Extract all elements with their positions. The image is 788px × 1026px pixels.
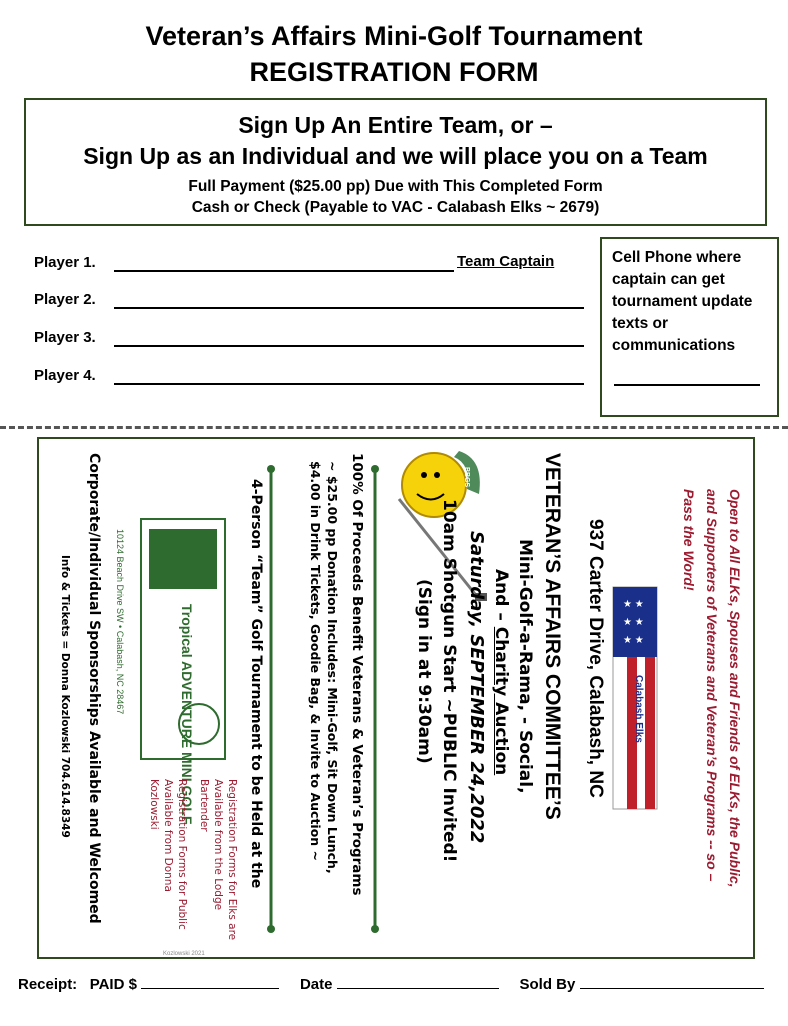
svg-text:★ ★: ★ ★	[623, 617, 644, 628]
payment-text: Full Payment ($25.00 pp) Due with This Completed Form	[188, 178, 603, 195]
signup-individual-text: Sign Up as an Individual and we will place you on a Team	[83, 143, 708, 169]
venue-logo-text: Tropical ADVENTURE MINI GOLF	[179, 604, 195, 825]
player-3-row[interactable]	[34, 329, 96, 346]
flyer-signin: (Sign in at 9:30am)	[414, 579, 434, 764]
paid-line[interactable]	[141, 976, 279, 989]
flyer-donation-2: $4.00 in Drink Tickets, Goodie Bag, & Invite to Auction ~	[308, 461, 323, 862]
player-2-label: Player 2.	[34, 291, 96, 308]
flyer-and: And –	[491, 569, 511, 621]
flyer-donation-1: ~ $25.00 pp Donation Includes: Mini-Golf, Sit Down Lunch,	[325, 461, 340, 874]
date-line[interactable]	[337, 976, 499, 989]
flyer-event-line: Mini-Golf-a-Rama, - Social,	[515, 539, 535, 794]
flyer-info: Info & Tickets = Donna Kozlowski 704.614.8349	[59, 555, 71, 838]
cell-phone-box	[600, 237, 779, 417]
player-4-line[interactable]	[114, 383, 584, 385]
player-4-row[interactable]	[34, 367, 96, 384]
flyer-and-charity	[491, 569, 511, 775]
flyer-proceeds: 100% Of Proceeds Benefit Veterans & Veteran’s Programs	[349, 453, 365, 896]
flyer-credit: Kozlowski 2021	[160, 951, 208, 957]
player-2-row[interactable]	[34, 291, 96, 308]
svg-text:★ ★: ★ ★	[623, 599, 644, 610]
flyer-charity: Charity Auction	[491, 626, 511, 776]
flyer-reg-public: Registration Forms for Public Available from Donna Kozlowski	[148, 779, 188, 930]
player-1-label: Player 1.	[34, 254, 96, 271]
mascot-cap-text: BBGS	[463, 467, 470, 488]
signup-box	[24, 98, 767, 226]
flyer-address: 937 Carter Drive, Calabash, NC	[585, 519, 606, 798]
venue-address: 10124 Beach Drive SW • Calabash, NC 28467	[115, 529, 125, 715]
flyer-sponsorships: Corporate/Individual Sponsorships Available and Welcomed	[86, 453, 102, 924]
player-4-label: Player 4.	[34, 367, 96, 384]
flyer-format: 4-Person “Team” Golf Tournament to be Held at the	[248, 479, 264, 889]
flyer-date: Saturday, SEPTEMBER 24,2022	[466, 531, 487, 844]
receipt-label: Receipt:	[18, 976, 78, 993]
player-3-line[interactable]	[114, 345, 584, 347]
flyer-committee: VETERAN’S AFFAIRS COMMITTEE’S	[541, 453, 564, 820]
elks-label: Calabash Elks	[633, 675, 644, 743]
form-subtitle: REGISTRATION FORM	[249, 57, 539, 87]
player-2-line[interactable]	[114, 307, 584, 309]
paid-label: PAID $	[89, 976, 137, 993]
cell-phone-text: Cell Phone where captain can get tournament update texts or communications	[612, 249, 753, 354]
sold-by-line[interactable]	[580, 976, 764, 989]
date-label: Date	[299, 976, 333, 993]
player-3-label: Player 3.	[34, 329, 96, 346]
flyer-reg-elks: Registration Forms for Elks are Available from the Lodge Bartender	[198, 779, 238, 941]
payment-method-text: Cash or Check (Payable to VAC - Calabash Elks ~ 2679)	[191, 199, 600, 216]
player-1-row[interactable]	[34, 254, 96, 271]
cell-phone-line[interactable]	[614, 384, 760, 386]
sold-by-label: Sold By	[519, 976, 576, 993]
signup-team-text: Sign Up An Entire Team, or –	[238, 112, 553, 138]
receipt-row	[18, 976, 764, 993]
cut-line	[0, 426, 788, 429]
svg-text:★ ★: ★ ★	[623, 635, 644, 646]
flyer-start: 10am Shotgun Start ~PUBLIC Invited!	[439, 499, 459, 863]
flyer-open-text: Open to All ELKs, Spouses and Friends of ELKs, the Public, and Supporters of Veterans and Veteran’s Programs -- so – Pass the Word!	[681, 489, 743, 888]
form-title: Veteran’s Affairs Mini-Golf Tournament	[145, 21, 643, 51]
team-captain-label: Team Captain	[457, 253, 555, 270]
flyer	[37, 437, 755, 959]
player-1-line[interactable]	[114, 270, 454, 272]
